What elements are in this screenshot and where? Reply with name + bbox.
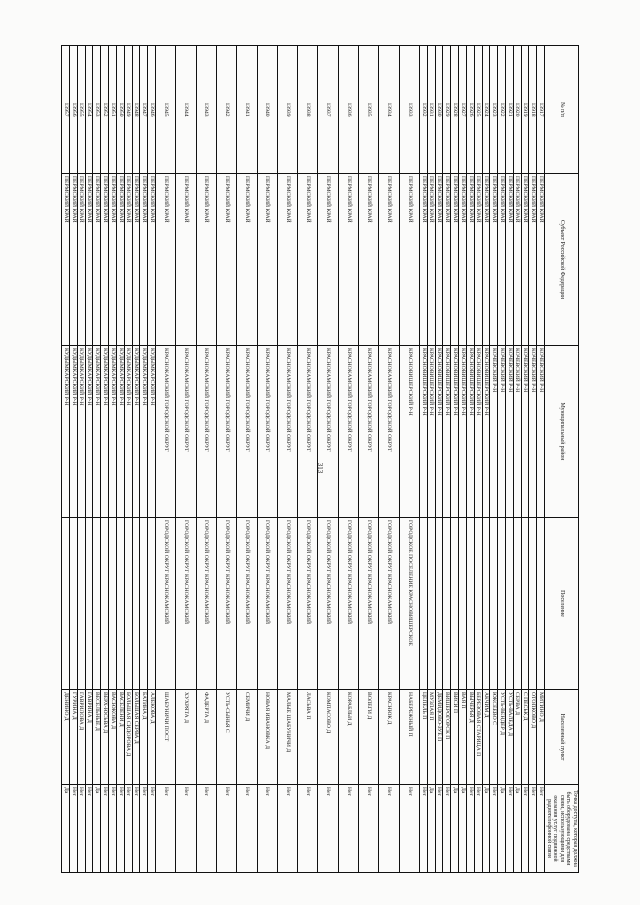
table-row [474, 46, 482, 873]
cell-settlement [521, 518, 529, 690]
cell-num: 13926 [466, 46, 474, 174]
cell-settlement [443, 518, 451, 690]
cell-num: 13937 [318, 46, 338, 174]
cell-settlement [85, 518, 93, 690]
cell-district: КОЧЕВСКИЙ Р-Н [490, 346, 498, 518]
cell-settlement: ГОРОДСКОЙ ОКРУГ КРАСНОКАМСКИЙ [155, 518, 175, 690]
cell-settlement: ГОРОДСКОЙ ОКРУГ КРАСНОКАМСКИЙ [359, 518, 379, 690]
cell-settlement [124, 518, 132, 690]
cell-locality: ЛАСЬВА П [298, 690, 318, 785]
cell-locality: УСТЬ-ВАЛЕДА Д [505, 690, 513, 785]
cell-num: 13918 [529, 46, 537, 174]
cell-subject: ПЕРМСКИЙ КРАЙ [148, 174, 156, 346]
cell-num: 13933 [399, 46, 419, 174]
cell-district: КРАСНОВИШЕРСКИЙ Р-Н [451, 346, 459, 518]
cell-locality: УСТЬ-СЫНЬЯ С [216, 690, 236, 785]
cell-num: 13935 [359, 46, 379, 174]
cell-access: Нет [359, 785, 379, 873]
cell-num: 13953 [93, 46, 101, 174]
cell-settlement: ГОРОДСКОЙ ОКРУГ КРАСНОКАМСКИЙ [196, 518, 216, 690]
cell-subject: ПЕРМСКИЙ КРАЙ [109, 174, 117, 346]
cell-subject: ПЕРМСКИЙ КРАЙ [70, 174, 78, 346]
cell-district: КУДЫМКАРСКИЙ Р-Н [124, 346, 132, 518]
cell-district: КОЧЕВСКИЙ Р-Н [529, 346, 537, 518]
table-row [399, 46, 419, 873]
cell-subject: ПЕРМСКИЙ КРАЙ [196, 174, 216, 346]
cell-district: КРАСНОКАМСКИЙ ГОРОДСКОЙ ОКРУГ [257, 346, 277, 518]
cell-subject: ПЕРМСКИЙ КРАЙ [399, 174, 419, 346]
cell-district: КРАСНОКАМСКИЙ ГОРОДСКОЙ ОКРУГ [216, 346, 236, 518]
cell-num: 13922 [498, 46, 506, 174]
table-row [318, 46, 338, 873]
cell-subject: ПЕРМСКИЙ КРАЙ [490, 174, 498, 346]
cell-num: 13942 [216, 46, 236, 174]
cell-locality: ЮКСЕЕВО С [490, 690, 498, 785]
cell-settlement: ГОРОДСКОЙ ОКРУГ КРАСНОКАМСКИЙ [338, 518, 358, 690]
cell-locality: ГАВРИНА Д [85, 690, 93, 785]
cell-settlement: ГОРОДСКОЙ ОКРУГ КРАСНОКАМСКИЙ [257, 518, 277, 690]
table-row [420, 46, 428, 873]
table-row [70, 46, 78, 873]
table-row [62, 46, 70, 873]
cell-subject: ПЕРМСКИЙ КРАЙ [338, 174, 358, 346]
cell-num: 13949 [124, 46, 132, 174]
cell-district: КОЧЕВСКИЙ Р-Н [537, 346, 545, 518]
cell-subject: ПЕРМСКИЙ КРАЙ [379, 174, 399, 346]
table-row [155, 46, 175, 873]
cell-access: Да [459, 785, 467, 873]
cell-settlement [140, 518, 148, 690]
cell-settlement: ГОРОДСКОЙ ОКРУГ КРАСНОКАМСКИЙ [318, 518, 338, 690]
cell-district: КРАСНОВИШЕРСКИЙ Р-Н [474, 346, 482, 518]
cell-locality: МАЛЫЕ ШАБУНИЧИ Д [277, 690, 297, 785]
cell-subject: ПЕРМСКИЙ КРАЙ [505, 174, 513, 346]
table-row [338, 46, 358, 873]
cell-settlement: ГОРОДСКОЙ ОКРУГ КРАСНОКАМСКИЙ [237, 518, 257, 690]
cell-access: Нет [537, 785, 545, 873]
table-row [379, 46, 399, 873]
cell-access: Нет [318, 785, 338, 873]
cell-num: 13921 [505, 46, 513, 174]
cell-access: Нет [216, 785, 236, 873]
cell-district: КРАСНОКАМСКИЙ ГОРОДСКОЙ ОКРУГ [338, 346, 358, 518]
cell-district: КРАСНОКАМСКИЙ ГОРОДСКОЙ ОКРУГ [318, 346, 338, 518]
cell-access: Нет [155, 785, 175, 873]
table-row [435, 46, 443, 873]
cell-access: Нет [474, 785, 482, 873]
cell-settlement [466, 518, 474, 690]
cell-num: 13934 [379, 46, 399, 174]
cell-locality: БОЛЬШАЯ СЕРВА Д [132, 690, 140, 785]
table-row [537, 46, 545, 873]
table-row [116, 46, 124, 873]
cell-subject: ПЕРМСКИЙ КРАЙ [93, 174, 101, 346]
cell-num: 13940 [257, 46, 277, 174]
cell-access: Нет [435, 785, 443, 873]
cell-num: 13956 [70, 46, 78, 174]
cell-subject: ПЕРМСКИЙ КРАЙ [459, 174, 467, 346]
cell-subject: ПЕРМСКИЙ КРАЙ [451, 174, 459, 346]
cell-settlement [498, 518, 506, 690]
cell-access: Нет [85, 785, 93, 873]
cell-locality: ВАЯ П [459, 690, 467, 785]
cell-num: 13932 [420, 46, 428, 174]
table-row [521, 46, 529, 873]
cell-locality: ГАВРИЛОВА Д [77, 690, 85, 785]
cell-access: Нет [196, 785, 216, 873]
cell-district: КРАСНОВИШЕРСКИЙ Р-Н [466, 346, 474, 518]
cell-subject: ПЕРМСКИЙ КРАЙ [85, 174, 93, 346]
cell-subject: ПЕРМСКИЙ КРАЙ [62, 174, 70, 346]
cell-settlement: ГОРОДСКОЙ ОКРУГ КРАСНОКАМСКИЙ [176, 518, 196, 690]
cell-district: КУДЫМКАРСКИЙ Р-Н [93, 346, 101, 518]
cell-access: Нет [529, 785, 537, 873]
cell-district: КРАСНОВИШЕРСКИЙ Р-Н [420, 346, 428, 518]
cell-num: 13919 [521, 46, 529, 174]
cell-district: КОЧЕВСКИЙ Р-Н [505, 346, 513, 518]
cell-district: КУДЫМКАРСКИЙ Р-Н [109, 346, 117, 518]
table-row [101, 46, 109, 873]
cell-locality: ХУХРЯТА Д [176, 690, 196, 785]
table-row [93, 46, 101, 873]
cell-locality: КРАСНЮК Д [379, 690, 399, 785]
cell-access: Нет [338, 785, 358, 873]
cell-subject: ПЕРМСКИЙ КРАЙ [277, 174, 297, 346]
cell-access: Нет [379, 785, 399, 873]
cell-district: КУДЫМКАРСКИЙ Р-Н [140, 346, 148, 518]
cell-district: КРАСНОВИШЕРСКИЙ Р-Н [459, 346, 467, 518]
cell-subject: ПЕРМСКИЙ КРАЙ [101, 174, 109, 346]
cell-locality: ШАБУНИЧИ ПОСТ [155, 690, 175, 785]
cell-access: Нет [237, 785, 257, 873]
cell-locality: МУЗЛАЯ П [427, 690, 435, 785]
cell-settlement [459, 518, 467, 690]
cell-num: 13927 [459, 46, 467, 174]
cell-num: 13939 [277, 46, 297, 174]
cell-district: КУДЫМКАРСКИЙ Р-Н [116, 346, 124, 518]
cell-num: 13957 [62, 46, 70, 174]
cell-subject: ПЕРМСКИЙ КРАЙ [466, 174, 474, 346]
cell-settlement: ГОРОДСКОЙ ОКРУГ КРАСНОКАМСКИЙ [298, 518, 318, 690]
cell-settlement [109, 518, 117, 690]
cell-locality: ДЕНИНО Д [62, 690, 70, 785]
cell-subject: ПЕРМСКИЙ КРАЙ [116, 174, 124, 346]
cell-locality: ВЕСЕЛЬНЫЕ Д [93, 690, 101, 785]
cell-settlement [529, 518, 537, 690]
cell-access: Нет [466, 785, 474, 873]
table-row [427, 46, 435, 873]
table-row [443, 46, 451, 873]
cell-access: Нет [298, 785, 318, 873]
cell-subject: ПЕРМСКИЙ КРАЙ [257, 174, 277, 346]
table-row [216, 46, 236, 873]
cell-settlement [474, 518, 482, 690]
cell-subject: ПЕРМСКИЙ КРАЙ [482, 174, 490, 346]
cell-district: КОЧЕВСКИЙ Р-Н [513, 346, 521, 518]
header-locality: Населенный пункт [545, 690, 579, 785]
cell-district: КРАСНОВИШЕРСКИЙ Р-Н [435, 346, 443, 518]
table-row [132, 46, 140, 873]
cell-settlement [427, 518, 435, 690]
table-row [451, 46, 459, 873]
cell-access: Да [93, 785, 101, 873]
cell-num: 13938 [298, 46, 318, 174]
cell-num: 13923 [490, 46, 498, 174]
cell-num: 13945 [155, 46, 175, 174]
table-row [109, 46, 117, 873]
cell-locality: ФАДЕРТА Д [196, 690, 216, 785]
page-number: 313 [316, 462, 324, 474]
cell-num: 13941 [237, 46, 257, 174]
cell-subject: ПЕРМСКИЙ КРАЙ [443, 174, 451, 346]
cell-district: КРАСНОКАМСКИЙ ГОРОДСКОЙ ОКРУГ [298, 346, 318, 518]
cell-district: КРАСНОВИШЕРСКИЙ Р-Н [443, 346, 451, 518]
header-access: Точка доступа, которая должна быть оборудована средствами связи, использующими для оказания услуг подвижной радиотелефонной связи [545, 785, 579, 873]
cell-settlement [537, 518, 545, 690]
cell-settlement [101, 518, 109, 690]
cell-subject: ПЕРМСКИЙ КРАЙ [77, 174, 85, 346]
cell-access: Нет [70, 785, 78, 873]
cell-subject: ПЕРМСКИЙ КРАЙ [435, 174, 443, 346]
cell-num: 13943 [196, 46, 216, 174]
cell-locality: КОРАБЛЬИ Д [338, 690, 358, 785]
cell-district: КУДЫМКАРСКИЙ Р-Н [132, 346, 140, 518]
cell-access: Нет [399, 785, 419, 873]
header-num: № п/п [545, 46, 579, 174]
cell-settlement [420, 518, 428, 690]
table-row [459, 46, 467, 873]
cell-subject: ПЕРМСКИЙ КРАЙ [318, 174, 338, 346]
cell-settlement [435, 518, 443, 690]
cell-district: КРАСНОВИШЕРСКИЙ Р-Н [399, 346, 419, 518]
cell-district: КУДЫМКАРСКИЙ Р-Н [85, 346, 93, 518]
cell-subject: ПЕРМСКИЙ КРАЙ [216, 174, 236, 346]
cell-subject: ПЕРМСКИЙ КРАЙ [237, 174, 257, 346]
cell-num: 13954 [85, 46, 93, 174]
cell-num: 13948 [132, 46, 140, 174]
cell-num: 13955 [77, 46, 85, 174]
cell-num: 13936 [338, 46, 358, 174]
cell-district: КРАСНОКАМСКИЙ ГОРОДСКОЙ ОКРУГ [237, 346, 257, 518]
cell-num: 13952 [101, 46, 109, 174]
cell-access: Нет [124, 785, 132, 873]
cell-locality: ОТОПКОВО Д [529, 690, 537, 785]
cell-locality: НАБЕРЕЖНЫЙ П [399, 690, 419, 785]
table-row [298, 46, 318, 873]
cell-subject: ПЕРМСКИЙ КРАЙ [427, 174, 435, 346]
cell-locality: НОВАЯ ИВАНОВКА Д [257, 690, 277, 785]
cell-access: Да [498, 785, 506, 873]
cell-subject: ПЕРМСКИЙ КРАЙ [537, 174, 545, 346]
cell-access: Нет [521, 785, 529, 873]
cell-settlement [70, 518, 78, 690]
cell-subject: ПЕРМСКИЙ КРАЙ [155, 174, 175, 346]
cell-district: КУДЫМКАРСКИЙ Р-Н [62, 346, 70, 518]
cell-num: 13917 [537, 46, 545, 174]
cell-num: 13925 [474, 46, 482, 174]
cell-locality: ВОЛЕГИ Д [359, 690, 379, 785]
cell-settlement [132, 518, 140, 690]
cell-settlement [505, 518, 513, 690]
cell-locality: КОМПАСОВО Д [318, 690, 338, 785]
cell-subject: ПЕРМСКИЙ КРАЙ [420, 174, 428, 346]
cell-district: КРАСНОКАМСКИЙ ГОРОДСКОЙ ОКРУГ [359, 346, 379, 518]
cell-locality: ВАСЮКОВА Д [109, 690, 117, 785]
cell-settlement [62, 518, 70, 690]
cell-locality: ГУРИНА Д [70, 690, 78, 785]
cell-num: 13951 [109, 46, 117, 174]
cell-access: Нет [490, 785, 498, 873]
cell-num: 13944 [176, 46, 196, 174]
cell-num: 13920 [513, 46, 521, 174]
table-row [498, 46, 506, 873]
cell-district: КРАСНОКАМСКИЙ ГОРОДСКОЙ ОКРУГ [176, 346, 196, 518]
cell-access: Нет [176, 785, 196, 873]
table-row [482, 46, 490, 873]
cell-num: 13928 [451, 46, 459, 174]
cell-num: 13947 [140, 46, 148, 174]
cell-district: КУДЫМКАРСКИЙ Р-Н [148, 346, 156, 518]
cell-settlement: ГОРОДСКОЕ ПОСЕЛЕНИЕ КРАСНОВИШЕРСКОЕ [399, 518, 419, 690]
cell-access: Да [451, 785, 459, 873]
table-row [277, 46, 297, 873]
cell-locality: ЦЕПЕЛЬ П [420, 690, 428, 785]
cell-locality: С ПЕСЬК Д [521, 690, 529, 785]
table-row [257, 46, 277, 873]
cell-access: Нет [277, 785, 297, 873]
cell-locality: МИТИНО Д [537, 690, 545, 785]
cell-access: Нет [116, 785, 124, 873]
cell-district: КРАСНОКАМСКИЙ ГОРОДСКОЙ ОКРУГ [277, 346, 297, 518]
cell-num: 13929 [443, 46, 451, 174]
cell-num: 13931 [427, 46, 435, 174]
cell-locality: ВИШЕРОГОРСК П [443, 690, 451, 785]
cell-locality: ВИСИ П [451, 690, 459, 785]
cell-access: Да [482, 785, 490, 873]
table-row [490, 46, 498, 873]
cell-district: КРАСНОКАМСКИЙ ГОРОДСКОЙ ОКРУГ [155, 346, 175, 518]
table-row [196, 46, 216, 873]
cell-access: Нет [257, 785, 277, 873]
cell-num: 13946 [148, 46, 156, 174]
cell-access: Да [513, 785, 521, 873]
table-row [140, 46, 148, 873]
cell-subject: ПЕРМСКИЙ КРАЙ [498, 174, 506, 346]
cell-locality: УСТЬ-ВЕНДЕР Д [498, 690, 506, 785]
cell-settlement [513, 518, 521, 690]
cell-locality: БАТИНА Д [140, 690, 148, 785]
header-subject: Субъект Российской Федерации [545, 174, 579, 346]
cell-access: Нет [420, 785, 428, 873]
cell-num: 13930 [435, 46, 443, 174]
cell-settlement [116, 518, 124, 690]
table-row [77, 46, 85, 873]
cell-access: Нет [443, 785, 451, 873]
table-row [505, 46, 513, 873]
cell-locality: БОЛЬШАЯ СИДОРОВА Д [124, 690, 132, 785]
cell-subject: ПЕРМСКИЙ КРАЙ [132, 174, 140, 346]
cell-settlement [451, 518, 459, 690]
cell-subject: ПЕРМСКИЙ КРАЙ [176, 174, 196, 346]
table-row [513, 46, 521, 873]
cell-access: Нет [109, 785, 117, 873]
header-district: Муниципальный район [545, 346, 579, 518]
table-row [124, 46, 132, 873]
cell-num: 13950 [116, 46, 124, 174]
cell-locality: БЕРЕЗОВАЯ СТАРИЦА П [474, 690, 482, 785]
cell-district: КОЧЕВСКИЙ Р-Н [521, 346, 529, 518]
table-row [176, 46, 196, 873]
cell-settlement [77, 518, 85, 690]
cell-subject: ПЕРМСКИЙ КРАЙ [124, 174, 132, 346]
cell-num: 13924 [482, 46, 490, 174]
cell-district: КУДЫМКАРСКИЙ Р-Н [77, 346, 85, 518]
cell-settlement [482, 518, 490, 690]
cell-locality: ВАСЕЛЕНИ Д [116, 690, 124, 785]
cell-settlement: ГОРОДСКОЙ ОКРУГ КРАСНОКАМСКИЙ [216, 518, 236, 690]
cell-district: КРАСНОВИШЕРСКИЙ Р-Н [427, 346, 435, 518]
cell-locality: ВЫЧЕРЬЯ Д [466, 690, 474, 785]
cell-settlement [148, 518, 156, 690]
cell-subject: ПЕРМСКИЙ КРАЙ [298, 174, 318, 346]
cell-access: Нет [77, 785, 85, 873]
cell-subject: ПЕРМСКИЙ КРАЙ [140, 174, 148, 346]
cell-settlement [490, 518, 498, 690]
cell-district: КУДЫМКАРСКИЙ Р-Н [70, 346, 78, 518]
cell-access: Нет [101, 785, 109, 873]
cell-access: Нет [132, 785, 140, 873]
table-row [529, 46, 537, 873]
table-row [359, 46, 379, 873]
cell-locality: АЛЕКОВА Д [148, 690, 156, 785]
cell-district: КРАСНОВИШЕРСКИЙ Р-Н [482, 346, 490, 518]
cell-locality: АКЧИМ Д [482, 690, 490, 785]
cell-district: КУДЫМКАРСКИЙ Р-Н [101, 346, 109, 518]
table-row [237, 46, 257, 873]
table-header-row [545, 46, 579, 873]
cell-district: КРАСНОКАМСКИЙ ГОРОДСКОЙ ОКРУГ [196, 346, 216, 518]
cell-locality: СЕРВА Д [513, 690, 521, 785]
cell-subject: ПЕРМСКИЙ КРАЙ [513, 174, 521, 346]
cell-subject: ПЕРМСКИЙ КРАЙ [521, 174, 529, 346]
cell-locality: СЕМИЧИ Д [237, 690, 257, 785]
table-row [148, 46, 156, 873]
cell-district: КОЧЕВСКИЙ Р-Н [498, 346, 506, 518]
header-settlement: Поселение [545, 518, 579, 690]
table-row [466, 46, 474, 873]
cell-access: Да [62, 785, 70, 873]
cell-access: Нет [148, 785, 156, 873]
cell-access: Да [427, 785, 435, 873]
cell-settlement: ГОРОДСКОЙ ОКРУГ КРАСНОКАМСКИЙ [379, 518, 399, 690]
cell-locality: ДЕМИДОВО-ЗУЕ П [435, 690, 443, 785]
cell-access: Нет [140, 785, 148, 873]
locality-table [61, 45, 579, 873]
cell-locality: ВЕРХ-ЮСЬВА Д [101, 690, 109, 785]
cell-settlement [93, 518, 101, 690]
cell-access: Нет [505, 785, 513, 873]
cell-subject: ПЕРМСКИЙ КРАЙ [474, 174, 482, 346]
cell-subject: ПЕРМСКИЙ КРАЙ [359, 174, 379, 346]
rotated-table-container [62, 45, 579, 872]
cell-settlement: ГОРОДСКОЙ ОКРУГ КРАСНОКАМСКИЙ [277, 518, 297, 690]
cell-district: КРАСНОКАМСКИЙ ГОРОДСКОЙ ОКРУГ [379, 346, 399, 518]
cell-subject: ПЕРМСКИЙ КРАЙ [529, 174, 537, 346]
table-row [85, 46, 93, 873]
